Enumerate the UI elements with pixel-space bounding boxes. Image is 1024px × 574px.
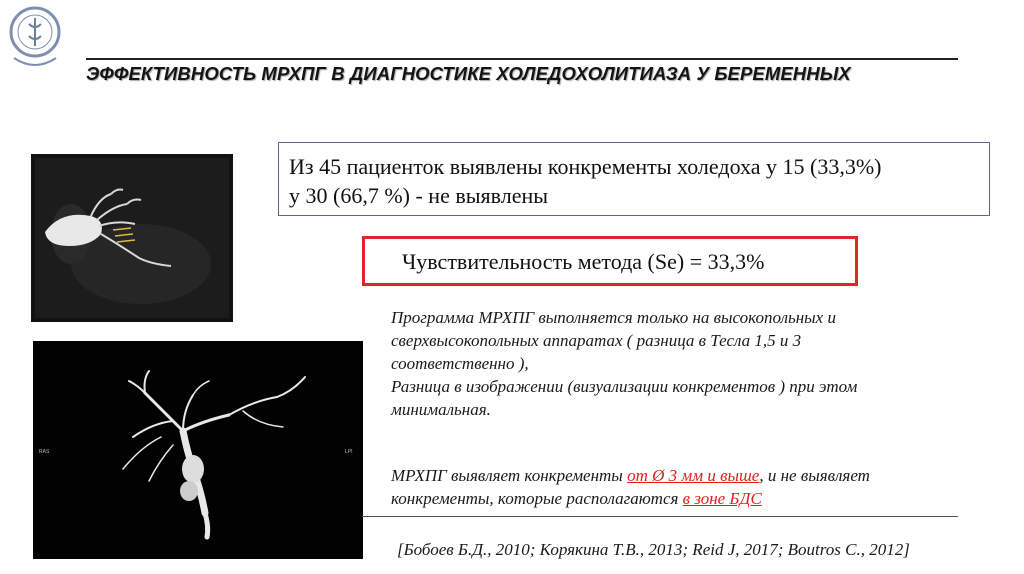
para2-text-mid: , и не выявляет: [759, 466, 870, 485]
sensitivity-text: Чувствительность метода (Se) = 33,3%: [402, 249, 765, 274]
mrcp-detection-paragraph: [391, 464, 991, 510]
mri-label-right: LPI: [345, 449, 353, 455]
para1-line-5: минимальная.: [391, 400, 491, 419]
results-line-1: Из 45 пациенток выявлены конкременты холедоха у 15 (33,3%): [289, 154, 882, 179]
para1-line-1: Программа МРХПГ выполняется только на высокопольных и: [391, 308, 836, 327]
mri-label-left: RAS: [39, 449, 50, 455]
mrcp-program-paragraph: [391, 306, 991, 421]
reference-citation: [Бобоев Б.Д., 2010; Корякина Т.В., 2013; Reid J, 2017; Boutros C., 2012]: [397, 540, 910, 559]
para1-line-3: соответственно ),: [391, 354, 529, 373]
results-line-2: у 30 (66,7 %) - не выявлены: [289, 183, 549, 208]
reference-rule: [362, 516, 958, 517]
para2-line-1: [391, 464, 991, 487]
mrcp-image: [33, 341, 363, 559]
cholangiogram-image: [31, 154, 233, 322]
university-logo: [6, 2, 64, 74]
title-rule: [86, 58, 958, 60]
zone-bds-highlight: в зоне БДС: [682, 489, 762, 508]
slide-title: ЭФФЕКТИВНОСТЬ МРХПГ В ДИАГНОСТИКЕ ХОЛЕДОХОЛИТИАЗА У БЕРЕМЕННЫХ: [86, 63, 851, 84]
results-box: [278, 142, 990, 216]
para2-text-line2: конкременты, которые располагаются: [391, 489, 683, 508]
para1-line-4: Разница в изображении (визуализации конкрементов ) при этом: [391, 377, 858, 396]
para2-text-pre: МРХПГ выявляет конкременты: [391, 466, 628, 485]
para1-line-2: сверхвысокопольных аппаратах ( разница в Тесла 1,5 и 3: [391, 331, 802, 350]
para2-line-2: [391, 487, 991, 510]
sensitivity-box: [362, 236, 858, 286]
size-threshold-highlight: от Ø 3 мм и выше: [627, 466, 760, 485]
